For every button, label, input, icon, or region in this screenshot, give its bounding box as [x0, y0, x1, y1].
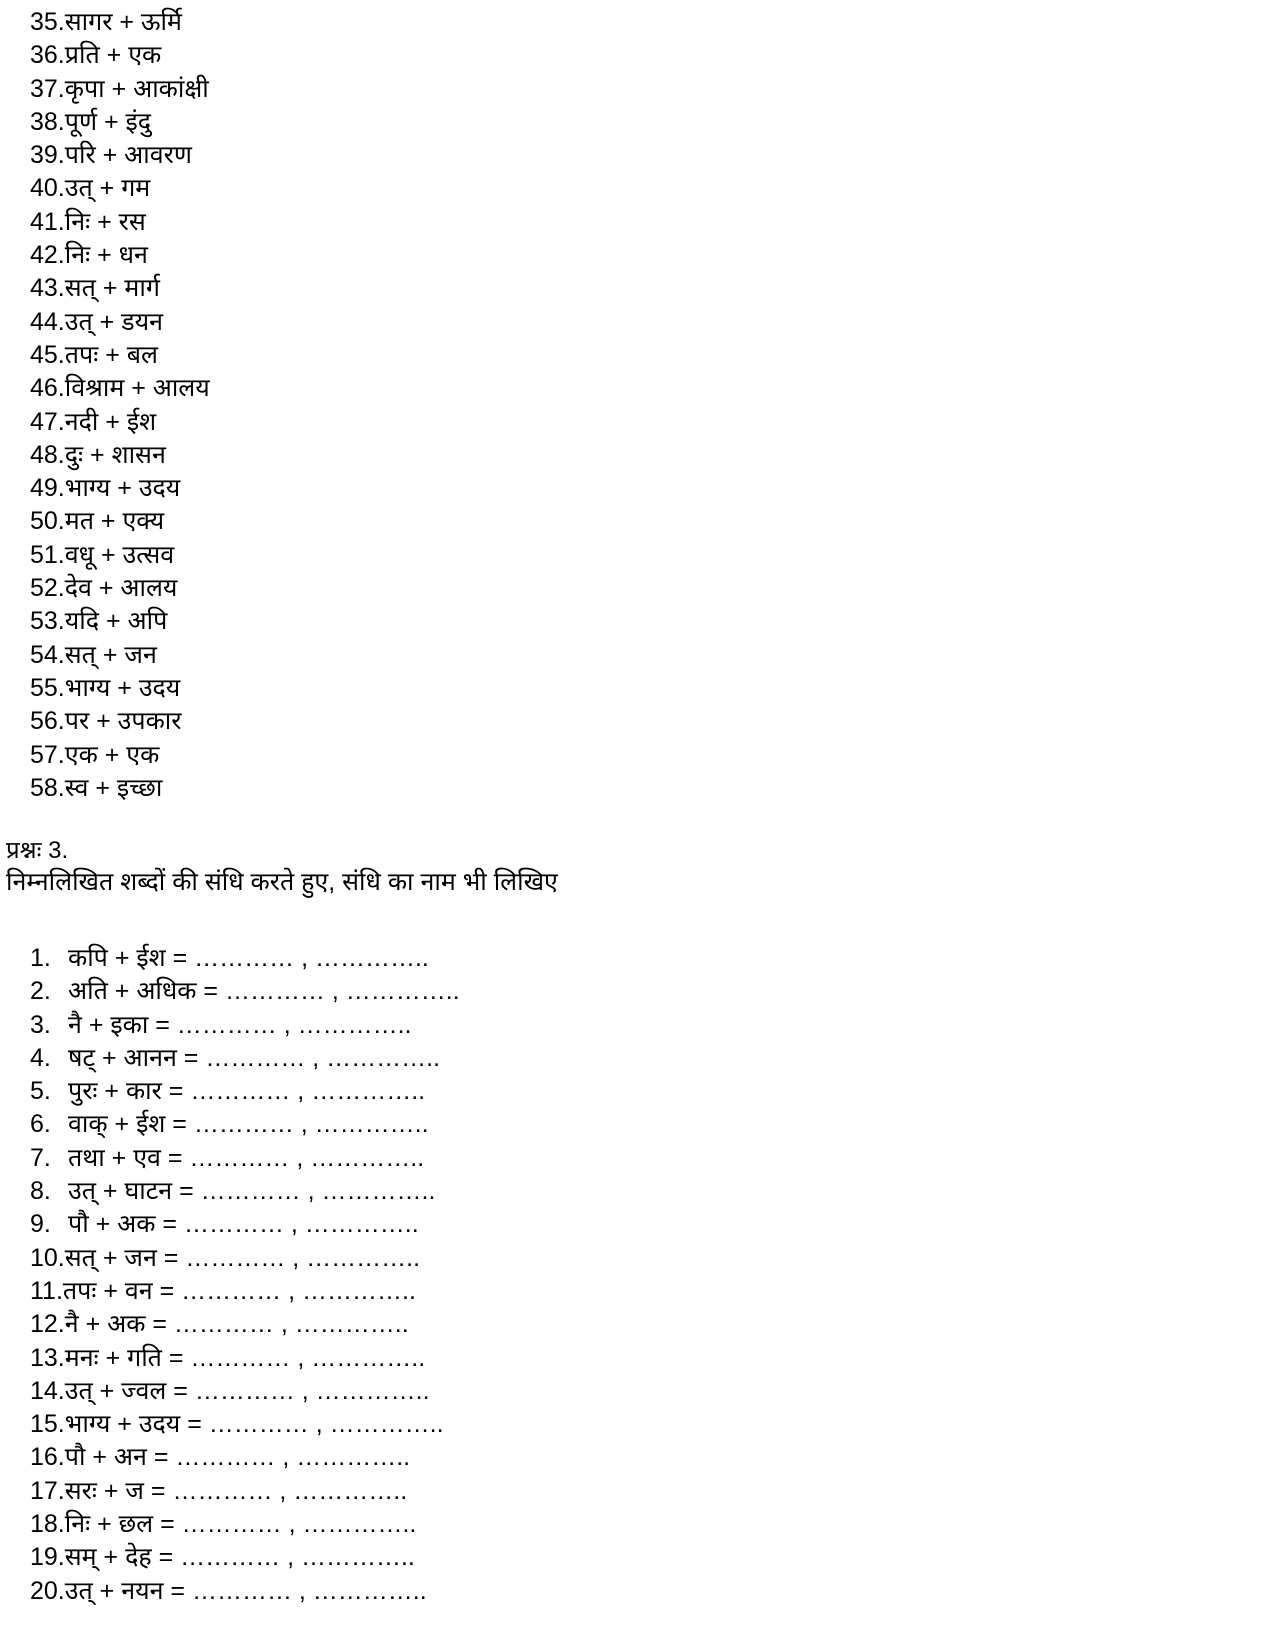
item-text: वाक् + ईश = ………… , …………..	[68, 1110, 429, 1139]
exercise-item	[30, 1541, 460, 1574]
item-number: 50.	[30, 507, 65, 536]
list-item	[30, 439, 210, 472]
list-item	[30, 73, 210, 106]
list-item	[30, 739, 210, 772]
list-item	[30, 239, 210, 272]
item-number: 14.	[30, 1376, 65, 1405]
list-item	[30, 505, 210, 538]
item-number: 37.	[30, 74, 65, 103]
item-text: दुः + शासन	[64, 440, 166, 469]
item-text: नै + अक = ………… , …………..	[64, 1310, 409, 1339]
item-text: सम् + देह = ………… , …………..	[64, 1543, 415, 1572]
item-text: पौ + अक = ………… , …………..	[68, 1210, 419, 1239]
item-text: उत् + घाटन = ………… , …………..	[68, 1177, 436, 1206]
item-number: 38.	[30, 107, 65, 136]
item-text: उत् + ज्वल = ………… , …………..	[64, 1376, 430, 1405]
list-item	[30, 406, 210, 439]
item-text: वधू + उत्सव	[64, 540, 175, 569]
list-item	[30, 672, 210, 705]
item-text: भाग्य + उदय	[64, 474, 181, 503]
exercise-item	[30, 1408, 460, 1441]
item-number: 18.	[30, 1510, 65, 1539]
item-text: भाग्य + उदय	[64, 673, 181, 702]
item-text: सत् + जन = ………… , …………..	[64, 1243, 421, 1272]
item-number: 36.	[30, 41, 65, 70]
list-item	[30, 39, 210, 72]
item-text: सागर + ऊर्मि	[64, 8, 182, 36]
list-item	[30, 206, 210, 239]
list-item	[30, 339, 210, 372]
item-text: देव + आलय	[64, 574, 178, 603]
item-number: 54.	[30, 640, 65, 669]
item-text: उत् + गम	[64, 174, 151, 203]
item-number: 47.	[30, 407, 65, 436]
item-text: स्व + इच्छा	[64, 773, 163, 802]
item-number: 11.	[30, 1276, 63, 1305]
item-text: निः + धन	[64, 241, 148, 270]
list-item	[30, 539, 210, 572]
item-number: 55.	[30, 673, 65, 702]
item-text: तपः + बल	[64, 340, 158, 369]
item-number: 52.	[30, 574, 65, 603]
exercise-item	[30, 1208, 460, 1241]
item-number: 9.	[30, 1210, 51, 1239]
item-number: 51.	[30, 540, 65, 569]
sandhi-viched-list	[30, 6, 210, 805]
item-number: 57.	[30, 740, 65, 769]
item-text: नदी + ईश	[64, 407, 157, 436]
item-number: 35.	[30, 8, 65, 36]
item-number: 2.	[30, 977, 51, 1006]
item-text: एक + एक	[64, 740, 160, 769]
exercise-item	[30, 1475, 460, 1508]
list-item	[30, 639, 210, 672]
item-number: 58.	[30, 773, 65, 802]
item-text: उत् + नयन = ………… , …………..	[64, 1576, 427, 1605]
item-text: पूर्ण + इंदु	[64, 107, 152, 136]
item-text: सत् + जन	[64, 640, 157, 669]
item-number: 46.	[30, 374, 65, 403]
exercise-item	[30, 1508, 460, 1541]
item-number: 1.	[30, 944, 51, 972]
exercise-item	[30, 1108, 460, 1141]
item-number: 5.	[30, 1077, 51, 1106]
item-number: 13.	[30, 1343, 65, 1372]
exercise-item	[30, 1142, 460, 1175]
item-number: 53.	[30, 607, 65, 636]
exercise-item	[30, 1042, 460, 1075]
exercise-item	[30, 1009, 460, 1042]
list-item	[30, 6, 210, 39]
item-text: पुरः + कार = ………… , …………..	[68, 1077, 426, 1106]
item-number: 42.	[30, 241, 65, 270]
item-text: निः + छल = ………… , …………..	[64, 1510, 417, 1539]
exercise-item	[30, 1308, 460, 1341]
item-number: 40.	[30, 174, 65, 203]
item-text: यदि + अपि	[64, 607, 168, 636]
item-number: 48.	[30, 440, 65, 469]
list-item	[30, 605, 210, 638]
item-text: षट् + आनन = ………… , …………..	[68, 1043, 441, 1072]
list-item	[30, 306, 210, 339]
question-instruction: निम्नलिखित शब्दों की संधि करते हुए, संधि का नाम भी लिखिए	[6, 868, 558, 896]
list-item	[30, 705, 210, 738]
item-number: 19.	[30, 1543, 65, 1572]
sandhi-exercise-list	[30, 942, 460, 1608]
item-number: 56.	[30, 707, 65, 736]
item-number: 8.	[30, 1177, 51, 1206]
item-number: 41.	[30, 207, 65, 236]
list-item	[30, 172, 210, 205]
item-text: अति + अधिक = ………… , …………..	[68, 977, 460, 1006]
list-item	[30, 372, 210, 405]
item-text: मनः + गति = ………… , …………..	[64, 1343, 426, 1372]
item-text: सरः + ज = ………… , …………..	[64, 1476, 408, 1505]
item-text: उत् + डयन	[64, 307, 163, 336]
question-label: प्रश्नः 3.	[6, 837, 69, 864]
item-number: 3.	[30, 1010, 51, 1039]
exercise-item	[30, 1242, 460, 1275]
exercise-item	[30, 942, 460, 975]
list-item	[30, 272, 210, 305]
item-text: कृपा + आकांक्षी	[64, 74, 209, 103]
exercise-item	[30, 1175, 460, 1208]
exercise-item	[30, 1275, 460, 1308]
item-text: तपः + वन = ………… , …………..	[62, 1276, 416, 1305]
item-number: 16.	[30, 1443, 65, 1472]
list-item	[30, 572, 210, 605]
item-text: कपि + ईश = ………… , …………..	[68, 944, 429, 972]
item-number: 12.	[30, 1310, 65, 1339]
item-text: मत + एक्य	[64, 507, 165, 536]
exercise-item	[30, 1075, 460, 1108]
item-text: पौ + अन = ………… , …………..	[64, 1443, 411, 1472]
list-item	[30, 772, 210, 805]
exercise-item	[30, 1575, 460, 1608]
item-number: 49.	[30, 474, 65, 503]
item-number: 7.	[30, 1143, 51, 1172]
exercise-item	[30, 1441, 460, 1474]
item-number: 4.	[30, 1043, 51, 1072]
item-number: 39.	[30, 141, 65, 170]
item-text: निः + रस	[64, 207, 146, 236]
exercise-item	[30, 975, 460, 1008]
item-text: पर + उपकार	[64, 707, 182, 736]
item-text: प्रति + एक	[64, 41, 162, 70]
item-number: 6.	[30, 1110, 51, 1139]
item-number: 15.	[30, 1410, 65, 1439]
item-number: 20.	[30, 1576, 65, 1605]
item-text: तथा + एव = ………… , …………..	[68, 1143, 425, 1172]
item-text: परि + आवरण	[64, 141, 192, 170]
item-text: विश्राम + आलय	[64, 374, 210, 403]
item-number: 17.	[30, 1476, 65, 1505]
item-text: नै + इका = ………… , …………..	[68, 1010, 412, 1039]
item-text: सत् + मार्ग	[64, 274, 160, 303]
item-text: भाग्य + उदय = ………… , …………..	[64, 1410, 444, 1439]
item-number: 45.	[30, 340, 65, 369]
item-number: 43.	[30, 274, 65, 303]
list-item	[30, 139, 210, 172]
item-number: 10.	[30, 1243, 65, 1272]
exercise-item	[30, 1342, 460, 1375]
exercise-item	[30, 1375, 460, 1408]
item-number: 44.	[30, 307, 65, 336]
list-item	[30, 472, 210, 505]
list-item	[30, 106, 210, 139]
